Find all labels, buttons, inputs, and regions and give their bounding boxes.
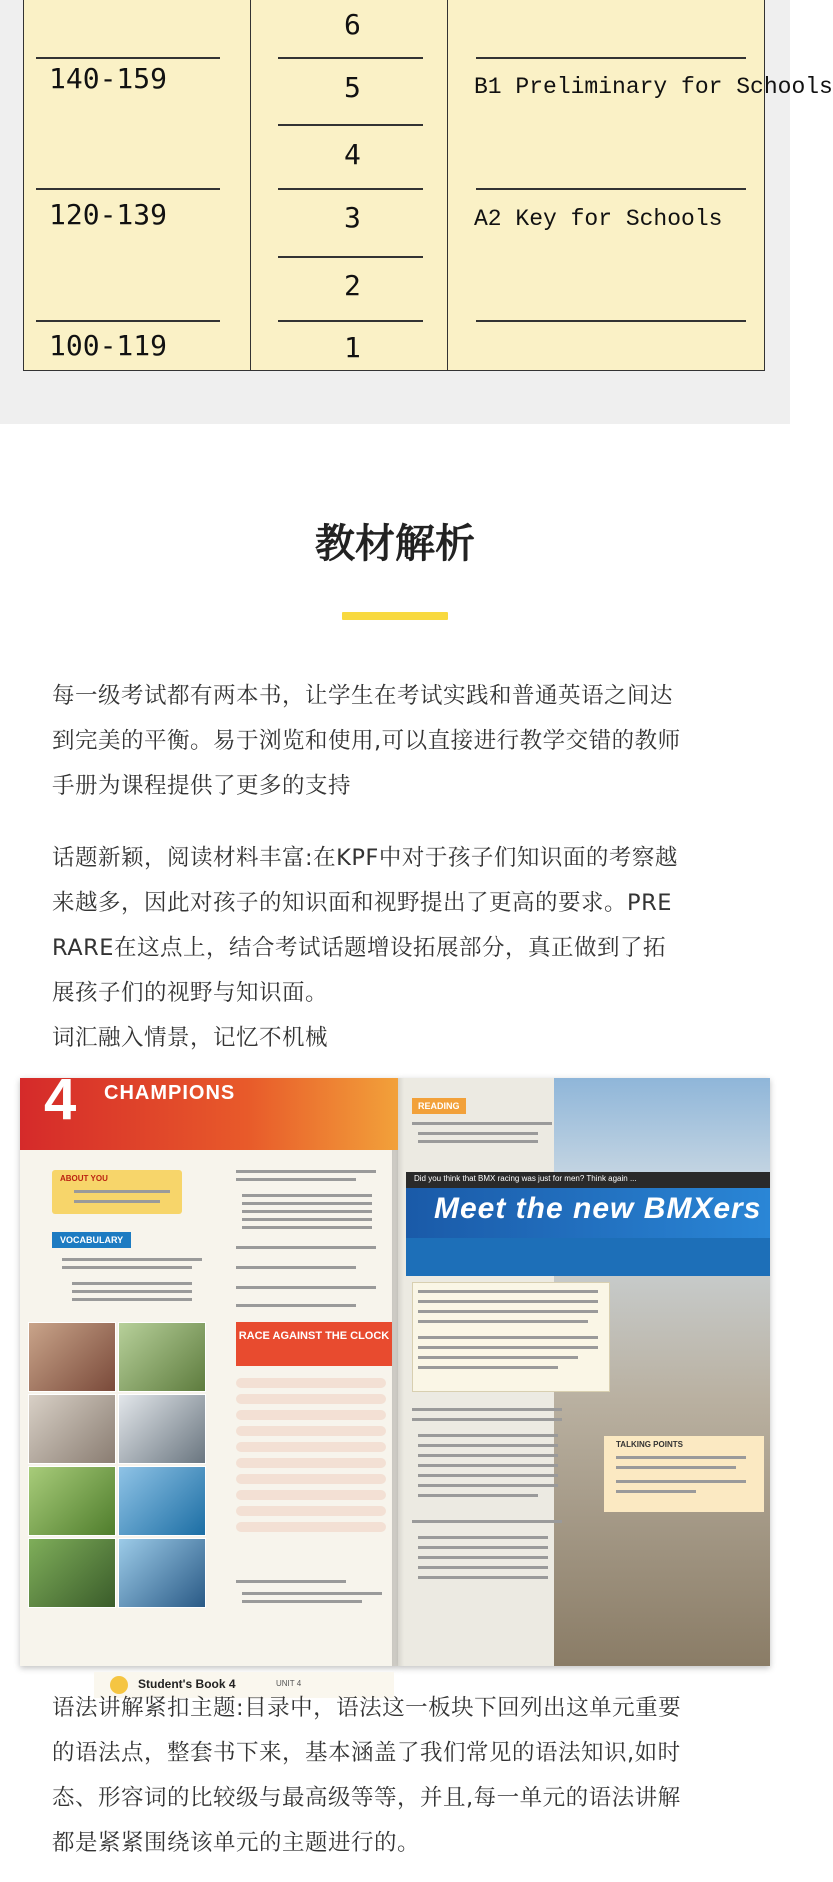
row-line bbox=[36, 57, 220, 59]
text-line: 词汇融入情景，记忆不机械 bbox=[52, 1025, 329, 1051]
quiz-item bbox=[236, 1474, 386, 1484]
quiz-item bbox=[236, 1442, 386, 1452]
text-line bbox=[418, 1434, 558, 1437]
text-line: 到完美的平衡。易于浏览和使用,可以直接进行教学交错的教师 bbox=[52, 728, 681, 754]
textbook-spread-image bbox=[14, 1060, 776, 1691]
row-line bbox=[278, 320, 423, 322]
text-line bbox=[62, 1258, 202, 1261]
text-line bbox=[418, 1140, 538, 1143]
text-line bbox=[616, 1480, 746, 1483]
book-spine bbox=[392, 1078, 404, 1666]
text-line bbox=[242, 1600, 362, 1603]
about-you-label: ABOUT YOU bbox=[60, 1174, 108, 1183]
text-line bbox=[418, 1454, 558, 1457]
grade: 2 bbox=[344, 269, 361, 302]
text-line bbox=[236, 1580, 346, 1583]
text-line bbox=[616, 1466, 736, 1469]
text-line bbox=[418, 1444, 558, 1447]
sport-photo bbox=[118, 1394, 206, 1464]
article-intro bbox=[406, 1238, 770, 1276]
section-title: 教材解析 bbox=[315, 521, 475, 567]
race-against-clock-banner bbox=[236, 1322, 392, 1366]
text-line: 话题新颖，阅读材料丰富:在KPF中对于孩子们知识面的考察越 bbox=[52, 845, 678, 871]
did-you-know-text: Did you think that BMX racing was just for men? Think again ... bbox=[414, 1174, 637, 1183]
text-line bbox=[418, 1290, 598, 1293]
sport-photo bbox=[28, 1322, 116, 1392]
quiz-item bbox=[236, 1506, 386, 1516]
text-line bbox=[412, 1408, 562, 1411]
text-line bbox=[242, 1194, 372, 1197]
text-line: 都是紧紧围绕该单元的主题进行的。 bbox=[52, 1830, 421, 1856]
text-line bbox=[418, 1576, 548, 1579]
text-line bbox=[616, 1490, 696, 1493]
text-line bbox=[418, 1336, 598, 1339]
sport-photo bbox=[118, 1322, 206, 1392]
row-line bbox=[278, 256, 423, 258]
paragraph-topics bbox=[52, 836, 742, 1061]
sport-photo bbox=[118, 1466, 206, 1536]
text-line bbox=[72, 1298, 192, 1301]
reading-label: READING bbox=[412, 1098, 466, 1114]
score-range: 100-119 bbox=[49, 329, 168, 362]
grade: 4 bbox=[344, 138, 361, 171]
row-line bbox=[476, 188, 746, 190]
column-divider bbox=[250, 0, 251, 370]
text-line: RARE在这点上，结合考试话题增设拓展部分，真正做到了拓 bbox=[52, 935, 666, 961]
quiz-item bbox=[236, 1458, 386, 1468]
text-line bbox=[242, 1210, 372, 1213]
grade: 6 bbox=[344, 8, 361, 41]
quiz-item bbox=[236, 1394, 386, 1404]
grade: 1 bbox=[344, 331, 361, 364]
row-line bbox=[278, 57, 423, 59]
text-line bbox=[236, 1304, 356, 1307]
text-line: 手册为课程提供了更多的支持 bbox=[52, 773, 352, 799]
vocabulary-label: VOCABULARY bbox=[52, 1232, 131, 1248]
quiz-item bbox=[236, 1426, 386, 1436]
text-line bbox=[418, 1464, 558, 1467]
sport-photo bbox=[28, 1394, 116, 1464]
sport-photo bbox=[28, 1538, 116, 1608]
text-line bbox=[236, 1170, 376, 1173]
race-against-clock-title: RACE AGAINST THE CLOCK bbox=[238, 1330, 390, 1342]
text-line bbox=[418, 1300, 598, 1303]
text-line bbox=[72, 1282, 192, 1285]
top-band bbox=[0, 0, 833, 424]
text-line: 来越多，因此对孩子的知识面和视野提出了更高的要求。PRE bbox=[52, 890, 672, 916]
row-line bbox=[36, 188, 220, 190]
row-line bbox=[476, 57, 746, 59]
text-line bbox=[74, 1190, 170, 1193]
text-line: 语法讲解紧扣主题:目录中，语法这一板块下回列出这单元重要 bbox=[52, 1695, 682, 1721]
score-range: 140-159 bbox=[49, 62, 168, 95]
title-underline bbox=[342, 612, 448, 620]
text-line bbox=[418, 1356, 578, 1359]
text-line bbox=[62, 1266, 192, 1269]
footer-unit: UNIT 4 bbox=[276, 1679, 302, 1688]
exam-name: B1 Preliminary for Schools bbox=[474, 74, 833, 100]
text-line: 展孩子们的视野与知识面。 bbox=[52, 980, 329, 1006]
text-line bbox=[242, 1592, 382, 1595]
text-line bbox=[236, 1266, 356, 1269]
text-line bbox=[616, 1456, 746, 1459]
text-line bbox=[74, 1200, 160, 1203]
unit-number: 4 bbox=[44, 1067, 77, 1132]
text-line bbox=[418, 1556, 548, 1559]
row-line bbox=[36, 320, 220, 322]
grade: 3 bbox=[344, 201, 361, 234]
article-title: Meet the new BMXers bbox=[434, 1192, 762, 1225]
text-line bbox=[236, 1286, 376, 1289]
text-line bbox=[418, 1494, 538, 1497]
footer-title: Student's Book 4 bbox=[138, 1677, 236, 1691]
row-line bbox=[476, 320, 746, 322]
talking-points-label: TALKING POINTS bbox=[616, 1440, 683, 1449]
text-line bbox=[242, 1202, 372, 1205]
text-line bbox=[242, 1226, 372, 1229]
quiz-item bbox=[236, 1522, 386, 1532]
text-line bbox=[236, 1246, 376, 1249]
text-line bbox=[236, 1178, 356, 1181]
paragraph-intro bbox=[52, 674, 742, 809]
row-line bbox=[278, 188, 423, 190]
text-line bbox=[412, 1418, 562, 1421]
grade: 5 bbox=[344, 71, 361, 104]
row-line bbox=[278, 124, 423, 126]
text-line: 的语法点，整套书下来，基本涵盖了我们常见的语法知识,如时 bbox=[52, 1740, 681, 1766]
exam-name: A2 Key for Schools bbox=[474, 206, 723, 232]
text-line: 每一级考试都有两本书，让学生在考试实践和普通英语之间达 bbox=[52, 683, 674, 709]
sport-photo bbox=[118, 1538, 206, 1608]
text-line bbox=[418, 1346, 598, 1349]
quiz-item bbox=[236, 1490, 386, 1500]
text-line bbox=[418, 1546, 548, 1549]
text-line bbox=[72, 1290, 192, 1293]
column-divider bbox=[447, 0, 448, 370]
text-line bbox=[418, 1320, 588, 1323]
text-line bbox=[418, 1366, 558, 1369]
text-line bbox=[418, 1310, 598, 1313]
text-line bbox=[418, 1536, 548, 1539]
score-table bbox=[23, 0, 833, 371]
score-range: 120-139 bbox=[49, 198, 168, 231]
text-line bbox=[418, 1484, 558, 1487]
unit-title: CHAMPIONS bbox=[104, 1082, 236, 1104]
quiz-item bbox=[236, 1410, 386, 1420]
paragraph-grammar bbox=[52, 1686, 742, 1866]
text-line bbox=[418, 1132, 538, 1135]
text-line bbox=[418, 1566, 548, 1569]
text-line bbox=[412, 1122, 552, 1125]
text-line: 态、形容词的比较级与最高级等等，并且,每一单元的语法讲解 bbox=[52, 1785, 681, 1811]
sport-photo bbox=[28, 1466, 116, 1536]
text-line bbox=[418, 1474, 558, 1477]
text-line bbox=[242, 1218, 372, 1221]
quiz-item bbox=[236, 1378, 386, 1388]
text-line bbox=[412, 1520, 562, 1523]
